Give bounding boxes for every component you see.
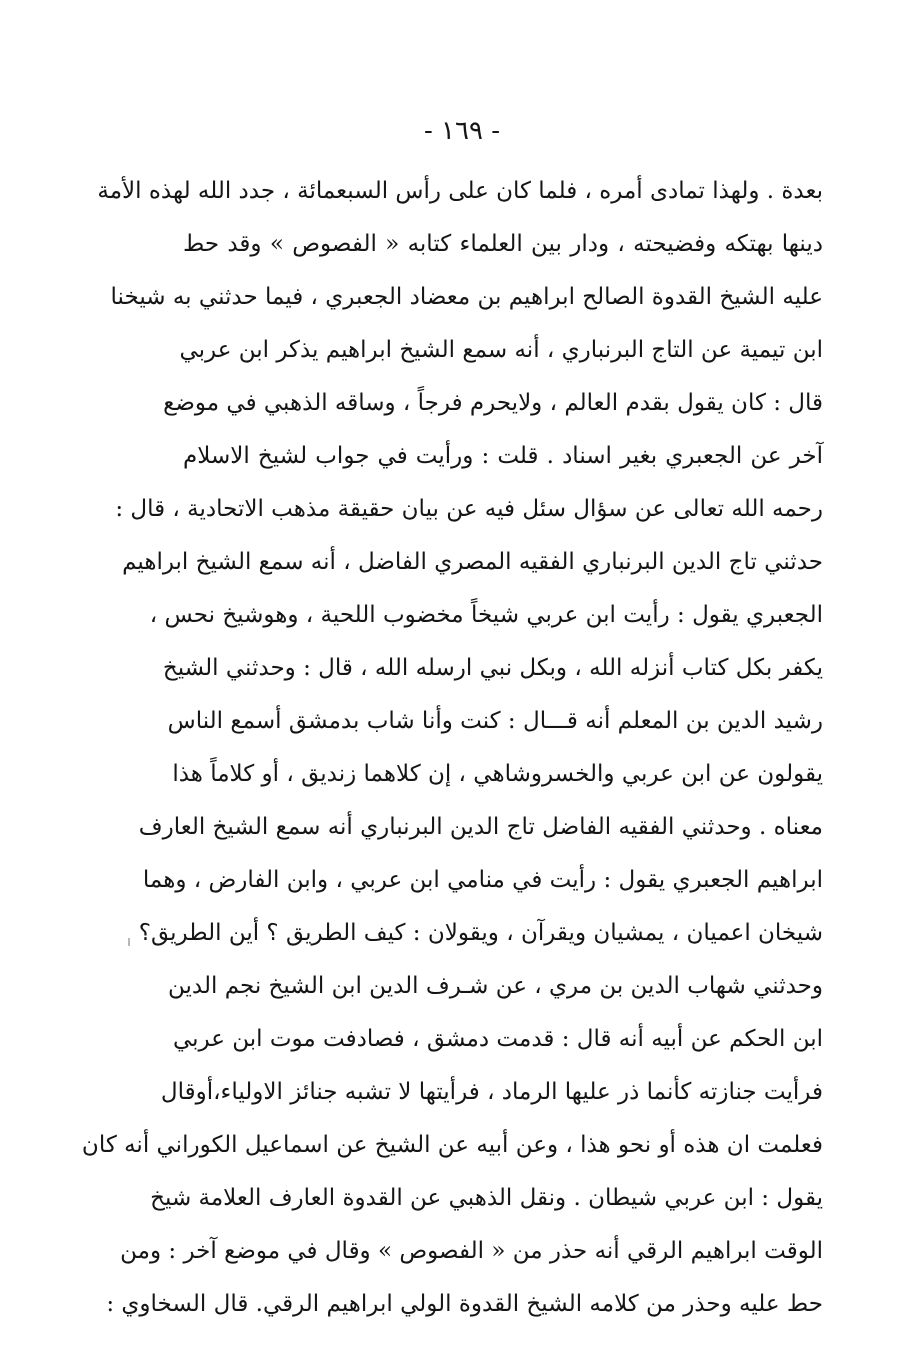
- text-line: عليه الشيخ القدوة الصالح ابراهيم بن معضاد الجعبري ، فيما حدثني به شيخنا: [110, 284, 823, 310]
- text-line: معناه . وحدثني الفقيه الفاضل تاج الدين البرنباري أنه سمع الشيخ العارف: [138, 814, 823, 840]
- scan-mark: [128, 938, 130, 946]
- text-line: آخر عن الجعبري بغير اسناد . قلت : ورأيت في جواب لشيخ الاسلام: [183, 443, 823, 469]
- text-line: يكفر بكل كتاب أنزله الله ، وبكل نبي ارسله الله ، قال : وحدثني الشيخ: [162, 655, 823, 681]
- text-line: ابن الحكم عن أبيه أنه قال : قدمت دمشق ، فصادفت موت ابن عربي: [172, 1026, 823, 1052]
- text-line: شيخان اعميان ، يمشيان ويقرآن ، ويقولان : كيف الطريق ؟ أين الطريق؟: [138, 920, 823, 946]
- text-line: حدثني تاج الدين البرنباري الفقيه المصري الفاضل ، أنه سمع الشيخ ابراهيم: [122, 549, 823, 575]
- text-line: رشيد الدين بن المعلم أنه قـــال : كنت وأنا شاب بدمشق أسمع الناس: [167, 708, 823, 734]
- text-line: فرأيت جنازته كأنما ذر عليها الرماد ، فرأيتها لا تشبه جنائز الاولياء،أوقال: [160, 1079, 823, 1105]
- text-line: قال : كان يقول بقدم العالم ، ولايحرم فرجاً ، وساقه الذهبي في موضع: [163, 390, 823, 416]
- text-line: حط عليه وحذر من كلامه الشيخ القدوة الولي ابراهيم الرقي. قال السخاوي :: [106, 1291, 823, 1317]
- text-line: يقول : ابن عربي شيطان . ونقل الذهبي عن القدوة العارف العلامة شيخ: [150, 1185, 823, 1211]
- page-number: - ١٦٩ -: [423, 116, 501, 146]
- text-line: ابراهيم الجعبري يقول : رأيت في منامي ابن عربي ، وابن الفارض ، وهما: [142, 867, 823, 893]
- text-line: رحمه الله تعالى عن سؤال سئل فيه عن بيان حقيقة مذهب الاتحادية ، قال :: [115, 496, 823, 522]
- text-line: بعدة . ولهذا تمادى أمره ، فلما كان على رأس السبعمائة ، جدد الله لهذه الأمة: [97, 178, 823, 204]
- text-line: ابن تيمية عن التاج البرنباري ، أنه سمع الشيخ ابراهيم يذكر ابن عربي: [179, 337, 823, 363]
- text-line: الوقت ابراهيم الرقي أنه حذر من « الفصوص » وقال في موضع آخر : ومن: [120, 1238, 823, 1264]
- body-text: [81, 165, 823, 1331]
- text-line: يقولون عن ابن عربي والخسروشاهي ، إن كلاهما زنديق ، أو كلاماً هذا: [172, 761, 823, 787]
- text-line: فعلمت ان هذه أو نحو هذا ، وعن أبيه عن الشيخ عن اسماعيل الكوراني أنه كان: [81, 1132, 823, 1158]
- text-line: دينها بهتكه وفضيحته ، ودار بين العلماء كتابه « الفصوص » وقد حط: [183, 231, 823, 257]
- text-line: وحدثني شهاب الدين بن مري ، عن شـرف الدين ابن الشيخ نجم الدين: [168, 973, 823, 999]
- text-line: الجعبري يقول : رأيت ابن عربي شيخاً مخضوب اللحية ، وهوشيخ نحس ،: [149, 602, 823, 628]
